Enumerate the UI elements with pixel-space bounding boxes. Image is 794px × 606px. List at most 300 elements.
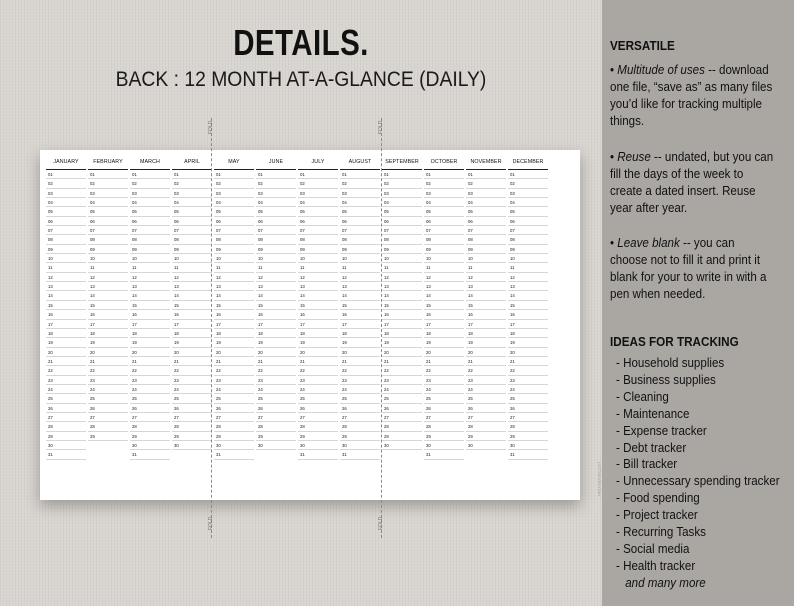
day-row: 16	[340, 310, 380, 319]
idea-item: - Debt tracker	[616, 440, 687, 455]
day-row: 08	[508, 235, 548, 244]
day-row: 07	[340, 226, 380, 235]
day-row: 01	[340, 170, 380, 179]
day-row: 26	[46, 404, 86, 413]
day-row: 12	[46, 273, 86, 282]
day-row: 14	[508, 291, 548, 300]
day-row: 14	[256, 291, 296, 300]
day-row: 30	[424, 441, 464, 450]
idea-item: - Recurring Tasks	[616, 525, 706, 540]
day-row: 03	[214, 189, 254, 198]
point-text: -- you can choose not to fill it and print it blank for your to write in with a pen when needed.	[610, 236, 767, 301]
day-row: 19	[214, 338, 254, 347]
day-row: 05	[382, 207, 422, 216]
day-row: 10	[298, 254, 338, 263]
day-row: 19	[46, 338, 86, 347]
day-row: 09	[46, 245, 86, 254]
month-column-august	[340, 156, 380, 460]
day-row: 27	[298, 413, 338, 422]
day-row: 06	[172, 217, 212, 226]
day-row: 01	[298, 170, 338, 179]
day-row: 17	[214, 320, 254, 329]
day-row: 06	[88, 217, 128, 226]
day-row: 12	[256, 273, 296, 282]
day-row: 29	[298, 432, 338, 441]
day-row: 30	[382, 441, 422, 450]
day-row: 16	[46, 310, 86, 319]
day-row: 29	[508, 432, 548, 441]
day-row: 07	[466, 226, 506, 235]
day-row: 14	[130, 291, 170, 300]
day-row: 31	[214, 450, 254, 459]
day-row: 25	[466, 394, 506, 403]
ideas-heading: IDEAS FOR TRACKING	[610, 334, 739, 349]
day-row: 03	[172, 189, 212, 198]
fold-line-right	[381, 118, 382, 538]
day-row: 10	[172, 254, 212, 263]
day-row: 27	[88, 413, 128, 422]
day-row: 11	[130, 263, 170, 272]
point-lead: Multitude of uses	[617, 63, 705, 77]
day-row: 18	[256, 329, 296, 338]
point-multitude: • Multitude of uses -- download one file, “save as” as many files you’d like for tracking multiple things.	[610, 63, 773, 128]
day-row: 08	[382, 235, 422, 244]
day-row: 12	[466, 273, 506, 282]
day-row: 04	[88, 198, 128, 207]
fold-label-top-right: FOLD	[378, 120, 384, 134]
day-row: 20	[382, 348, 422, 357]
day-row: 25	[130, 394, 170, 403]
day-row: 10	[424, 254, 464, 263]
day-row: 07	[88, 226, 128, 235]
day-row: 01	[508, 170, 548, 179]
day-row: 23	[130, 376, 170, 385]
day-row: 17	[382, 320, 422, 329]
day-row: 27	[256, 413, 296, 422]
day-row: 16	[88, 310, 128, 319]
day-row: 28	[382, 422, 422, 431]
day-row: 25	[424, 394, 464, 403]
day-row: 22	[340, 366, 380, 375]
day-row: 14	[382, 291, 422, 300]
day-row: 23	[88, 376, 128, 385]
day-row: 17	[340, 320, 380, 329]
day-row: 06	[382, 217, 422, 226]
day-row: 14	[172, 291, 212, 300]
day-row: 08	[172, 235, 212, 244]
day-row: 10	[214, 254, 254, 263]
day-row: 26	[466, 404, 506, 413]
day-row: 24	[88, 385, 128, 394]
day-row: 23	[298, 376, 338, 385]
day-row: 01	[382, 170, 422, 179]
day-row: 17	[424, 320, 464, 329]
day-row: 07	[130, 226, 170, 235]
day-row: 20	[172, 348, 212, 357]
day-row: 13	[508, 282, 548, 291]
day-row: 15	[508, 301, 548, 310]
fold-label-bottom-left: FOLD	[208, 516, 214, 530]
day-row: 06	[46, 217, 86, 226]
day-row: 07	[214, 226, 254, 235]
day-row: 08	[340, 235, 380, 244]
month-column-december	[508, 156, 548, 460]
day-row: 24	[508, 385, 548, 394]
day-row: 21	[508, 357, 548, 366]
day-row: 21	[340, 357, 380, 366]
day-row: 10	[340, 254, 380, 263]
day-row: 10	[256, 254, 296, 263]
day-row: 13	[88, 282, 128, 291]
day-row: 11	[256, 263, 296, 272]
day-row: 27	[130, 413, 170, 422]
day-row: 28	[298, 422, 338, 431]
idea-item: - Health tracker	[616, 558, 696, 573]
day-row: 08	[130, 235, 170, 244]
day-row: 01	[130, 170, 170, 179]
day-row: 08	[46, 235, 86, 244]
month-header: MARCH	[130, 156, 170, 170]
day-row: 20	[424, 348, 464, 357]
day-row: 25	[508, 394, 548, 403]
month-header: APRIL	[172, 156, 212, 170]
day-row: 20	[298, 348, 338, 357]
idea-item: - Household supplies	[616, 356, 725, 370]
day-row: 17	[46, 320, 86, 329]
month-header: JULY	[298, 156, 338, 170]
day-row: 26	[130, 404, 170, 413]
day-row: 19	[382, 338, 422, 347]
day-row: 06	[340, 217, 380, 226]
day-row: 04	[508, 198, 548, 207]
day-row: 20	[214, 348, 254, 357]
day-row: 31	[130, 450, 170, 459]
day-row: 12	[298, 273, 338, 282]
day-row: 14	[340, 291, 380, 300]
day-row: 03	[508, 189, 548, 198]
day-row: 02	[88, 179, 128, 188]
day-row: 13	[214, 282, 254, 291]
day-row: 02	[256, 179, 296, 188]
day-row: 02	[46, 179, 86, 188]
day-row: 08	[214, 235, 254, 244]
day-row: 06	[466, 217, 506, 226]
day-row: 20	[256, 348, 296, 357]
day-row: 23	[508, 376, 548, 385]
day-row: 22	[256, 366, 296, 375]
day-row: 26	[214, 404, 254, 413]
side-note: LOTTOEVERYDAY	[597, 462, 602, 497]
day-row: 10	[382, 254, 422, 263]
day-row: 21	[214, 357, 254, 366]
day-row: 11	[466, 263, 506, 272]
idea-more: and many more	[625, 575, 706, 590]
day-row: 21	[88, 357, 128, 366]
day-row: 20	[466, 348, 506, 357]
fold-label-top-left: FOLD	[208, 120, 214, 134]
day-row: 16	[508, 310, 548, 319]
month-column-june	[256, 156, 296, 450]
day-row: 19	[130, 338, 170, 347]
day-row: 17	[172, 320, 212, 329]
day-row: 01	[172, 170, 212, 179]
day-row: 05	[88, 207, 128, 216]
day-row: 22	[424, 366, 464, 375]
day-row: 03	[46, 189, 86, 198]
month-header: DECEMBER	[508, 156, 548, 170]
day-row: 06	[424, 217, 464, 226]
page-subtitle: BACK : 12 MONTH AT-A-GLANCE (DAILY)	[115, 68, 487, 91]
day-row: 19	[340, 338, 380, 347]
month-column-may	[214, 156, 254, 460]
day-row: 22	[508, 366, 548, 375]
day-row: 14	[424, 291, 464, 300]
day-row: 09	[508, 245, 548, 254]
day-row: 09	[256, 245, 296, 254]
day-row: 26	[256, 404, 296, 413]
day-row: 12	[424, 273, 464, 282]
day-row: 02	[214, 179, 254, 188]
day-row: 24	[256, 385, 296, 394]
month-column-october	[424, 156, 464, 460]
day-row: 30	[466, 441, 506, 450]
day-row: 21	[298, 357, 338, 366]
day-row: 15	[214, 301, 254, 310]
point-text: -- download one file, “save as” as many files you’d like for tracking multiple things.	[610, 63, 773, 128]
day-row: 12	[382, 273, 422, 282]
day-row: 18	[382, 329, 422, 338]
day-row: 28	[46, 422, 86, 431]
day-row: 02	[340, 179, 380, 188]
day-row: 17	[130, 320, 170, 329]
day-row: 30	[172, 441, 212, 450]
day-row: 25	[46, 394, 86, 403]
day-row: 06	[298, 217, 338, 226]
day-row: 24	[340, 385, 380, 394]
day-row: 23	[382, 376, 422, 385]
day-row: 21	[256, 357, 296, 366]
day-row: 04	[298, 198, 338, 207]
day-row: 29	[46, 432, 86, 441]
day-row: 17	[508, 320, 548, 329]
day-row: 01	[466, 170, 506, 179]
day-row: 25	[298, 394, 338, 403]
day-row: 13	[256, 282, 296, 291]
month-column-november	[466, 156, 506, 450]
day-row: 12	[340, 273, 380, 282]
month-column-january	[46, 156, 86, 460]
day-row: 09	[88, 245, 128, 254]
day-row: 25	[88, 394, 128, 403]
day-row: 02	[130, 179, 170, 188]
day-row: 26	[298, 404, 338, 413]
day-row: 25	[214, 394, 254, 403]
day-row: 18	[340, 329, 380, 338]
day-row: 05	[256, 207, 296, 216]
day-row: 11	[508, 263, 548, 272]
day-row: 21	[466, 357, 506, 366]
day-row: 08	[298, 235, 338, 244]
day-row: 16	[130, 310, 170, 319]
day-row: 05	[298, 207, 338, 216]
fold-label-bottom-right: FOLD	[378, 516, 384, 530]
day-row: 09	[382, 245, 422, 254]
day-row: 19	[508, 338, 548, 347]
day-row: 25	[256, 394, 296, 403]
day-row: 05	[508, 207, 548, 216]
day-row: 22	[466, 366, 506, 375]
day-row: 30	[130, 441, 170, 450]
day-row: 30	[508, 441, 548, 450]
day-row: 24	[172, 385, 212, 394]
day-row: 26	[424, 404, 464, 413]
day-row: 18	[508, 329, 548, 338]
day-row: 03	[424, 189, 464, 198]
day-row: 05	[46, 207, 86, 216]
day-row: 27	[466, 413, 506, 422]
day-row: 27	[382, 413, 422, 422]
day-row: 27	[424, 413, 464, 422]
day-row: 25	[172, 394, 212, 403]
month-header: NOVEMBER	[466, 156, 506, 170]
day-row: 07	[298, 226, 338, 235]
idea-item: - Cleaning	[616, 389, 669, 404]
month-column-april	[172, 156, 212, 450]
month-header: OCTOBER	[424, 156, 464, 170]
day-row: 07	[46, 226, 86, 235]
day-row: 09	[298, 245, 338, 254]
month-header: FEBRUARY	[88, 156, 128, 170]
point-text: -- undated, but you can fill the days of the week to create a dated insert. Reuse year after year.	[610, 150, 774, 215]
point-reuse: • Reuse -- undated, but you can fill the days of the week to create a dated insert. Reuse year after year.	[610, 150, 774, 215]
day-row: 26	[508, 404, 548, 413]
idea-item: - Maintenance	[616, 406, 690, 421]
day-row: 13	[172, 282, 212, 291]
day-row: 06	[508, 217, 548, 226]
day-row: 31	[46, 450, 86, 459]
day-row: 17	[298, 320, 338, 329]
details-panel	[602, 0, 794, 606]
calendar-sheet	[40, 150, 602, 500]
day-row: 03	[340, 189, 380, 198]
day-row: 05	[130, 207, 170, 216]
day-row: 22	[382, 366, 422, 375]
day-row: 23	[466, 376, 506, 385]
day-row: 13	[130, 282, 170, 291]
day-row: 24	[130, 385, 170, 394]
day-row: 22	[214, 366, 254, 375]
day-row: 13	[46, 282, 86, 291]
day-row: 20	[340, 348, 380, 357]
day-row: 09	[466, 245, 506, 254]
day-row: 26	[382, 404, 422, 413]
day-row: 29	[214, 432, 254, 441]
day-row: 28	[214, 422, 254, 431]
day-row: 21	[172, 357, 212, 366]
day-row: 11	[214, 263, 254, 272]
day-row: 17	[88, 320, 128, 329]
day-row: 11	[298, 263, 338, 272]
day-row: 07	[424, 226, 464, 235]
day-row: 05	[214, 207, 254, 216]
day-row: 04	[172, 198, 212, 207]
day-row: 15	[130, 301, 170, 310]
day-row: 13	[340, 282, 380, 291]
day-row: 05	[424, 207, 464, 216]
day-row: 02	[382, 179, 422, 188]
day-row: 21	[424, 357, 464, 366]
point-lead: Reuse	[617, 150, 651, 164]
point-lead: Leave blank	[617, 236, 680, 250]
versatile-heading: VERSATILE	[610, 38, 675, 53]
day-row: 17	[466, 320, 506, 329]
day-row: 15	[466, 301, 506, 310]
day-row: 22	[46, 366, 86, 375]
day-row: 18	[172, 329, 212, 338]
day-row: 18	[88, 329, 128, 338]
day-row: 10	[130, 254, 170, 263]
day-row: 07	[256, 226, 296, 235]
day-row: 24	[214, 385, 254, 394]
day-row: 18	[466, 329, 506, 338]
day-row: 12	[130, 273, 170, 282]
day-row: 09	[340, 245, 380, 254]
day-row: 04	[340, 198, 380, 207]
day-row: 25	[340, 394, 380, 403]
day-row: 04	[214, 198, 254, 207]
day-row: 11	[340, 263, 380, 272]
day-row: 12	[88, 273, 128, 282]
day-row: 10	[508, 254, 548, 263]
day-row: 10	[88, 254, 128, 263]
idea-item: - Project tracker	[616, 508, 698, 523]
idea-item: - Expense tracker	[616, 423, 707, 438]
day-row: 11	[88, 263, 128, 272]
month-column-february	[88, 156, 128, 441]
day-row: 07	[172, 226, 212, 235]
day-row: 02	[298, 179, 338, 188]
point-leave-blank: • Leave blank -- you can choose not to fill it and print it blank for your to write in with a pen when needed.	[610, 236, 767, 301]
day-row: 31	[340, 450, 380, 459]
month-header: AUGUST	[340, 156, 380, 170]
day-row: 01	[88, 170, 128, 179]
day-row: 03	[298, 189, 338, 198]
day-row: 24	[298, 385, 338, 394]
day-row: 24	[424, 385, 464, 394]
day-row: 18	[214, 329, 254, 338]
day-row: 22	[172, 366, 212, 375]
day-row: 31	[298, 450, 338, 459]
day-row: 03	[88, 189, 128, 198]
day-row: 16	[214, 310, 254, 319]
month-column-september	[382, 156, 422, 450]
day-row: 14	[46, 291, 86, 300]
day-row: 28	[340, 422, 380, 431]
idea-item: - Bill tracker	[616, 457, 678, 472]
day-row: 28	[424, 422, 464, 431]
day-row: 14	[298, 291, 338, 300]
day-row: 13	[466, 282, 506, 291]
day-row: 23	[340, 376, 380, 385]
ideas-list	[616, 355, 780, 592]
day-row: 29	[466, 432, 506, 441]
day-row: 19	[256, 338, 296, 347]
day-row: 26	[340, 404, 380, 413]
day-row: 28	[88, 422, 128, 431]
day-row: 04	[46, 198, 86, 207]
day-row: 04	[382, 198, 422, 207]
day-row: 16	[256, 310, 296, 319]
